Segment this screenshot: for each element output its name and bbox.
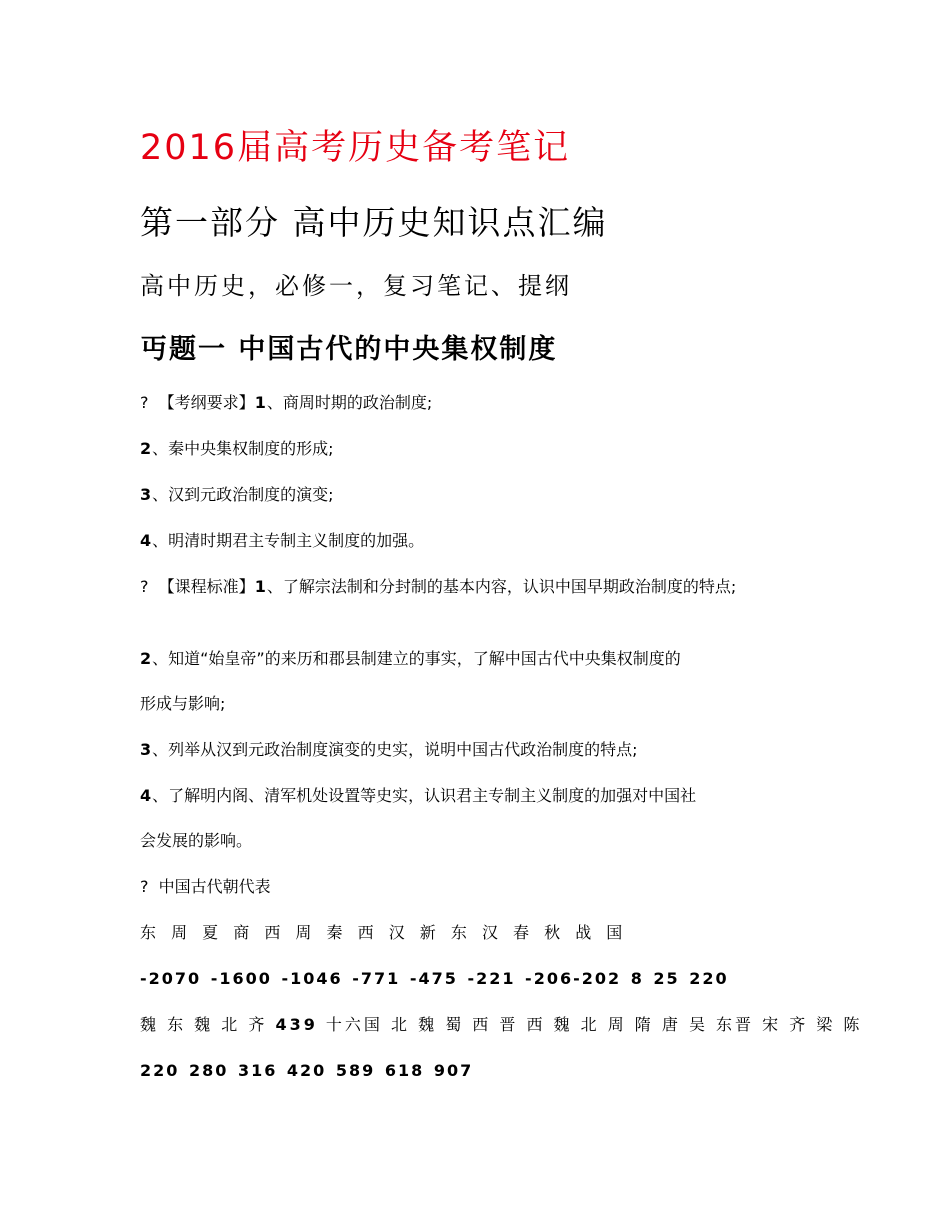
item-text: 、了解明内阁、清军机处设置等史实，认识君主专制主义制度的加强对中国社 (152, 786, 697, 805)
dynasty-row-3-part-a: 魏 东 魏 北 齐 (140, 1015, 276, 1034)
item-number: 2 (140, 649, 153, 668)
dynasty-row-1: 东 周 夏 商 西 周 秦 西 汉 新 东 汉 春 秋 战 国 (140, 923, 626, 942)
standards-line-3 (140, 738, 638, 762)
standards-line-4 (140, 784, 696, 808)
requirements-heading: 【考纲要求】 (158, 393, 255, 412)
document-title: 2016届高考历史备考笔记 (140, 128, 571, 168)
standards-heading: 【课程标准】 (158, 577, 255, 596)
requirements-line-2 (140, 437, 334, 461)
standards-line-2-cont: 形成与影响; (140, 694, 226, 713)
requirements-line-4 (140, 529, 424, 553)
item-text: 、汉到元政治制度的演变; (152, 485, 334, 504)
item-number: 4 (140, 531, 153, 550)
dynasty-row-3 (140, 1013, 862, 1037)
bullet-mark: ? (140, 577, 149, 596)
dynasty-row-4: 220 280 316 420 589 618 907 (140, 1061, 474, 1080)
part-title: 第一部分 高中历史知识点汇编 (140, 203, 608, 242)
dynasty-row-3-number: 439 (275, 1015, 318, 1034)
item-text: 、明清时期君主专制主义制度的加强。 (152, 531, 425, 550)
requirements-line-3 (140, 483, 334, 507)
standards-line-1 (140, 575, 736, 599)
dynasty-row-3-part-b: 十六国 北 魏 蜀 西 晋 西 魏 北 周 隋 唐 吴 东晋 宋 齐 梁 陈 (317, 1015, 863, 1034)
item-number: 2 (140, 439, 153, 458)
item-number: 1 (254, 393, 267, 412)
item-number: 1 (254, 577, 267, 596)
item-text: 、了解宗法制和分封制的基本内容，认识中国早期政治制度的特点; (266, 577, 737, 596)
bullet-mark: ? (140, 393, 149, 412)
bullet-mark: ? (140, 877, 149, 896)
dynasty-table-heading: 中国古代朝代表 (158, 877, 271, 896)
item-text: 、列举从汉到元政治制度演变的史实，说明中国古代政治制度的特点; (152, 740, 638, 759)
item-text: 、商周时期的政治制度; (266, 393, 433, 412)
dynasty-row-2: -2070 -1600 -1046 -771 -475 -221 -206-202 8 25 220 (140, 969, 729, 988)
topic-title: 丏题一 中国古代的中央集权制度 (140, 334, 558, 365)
standards-line-2 (140, 647, 681, 671)
dynasty-table-heading-line (140, 875, 271, 899)
subtitle: 高中历史，必修一，复习笔记、提纲 (140, 272, 572, 300)
item-text: 、知道“始皇帝”的来历和郡县制建立的事实，了解中国古代中央集权制度的 (152, 649, 681, 668)
standards-line-4-cont: 会发展的影响。 (140, 831, 253, 850)
item-number: 3 (140, 740, 153, 759)
item-text: 、秦中央集权制度的形成; (152, 439, 334, 458)
item-number: 3 (140, 485, 153, 504)
item-number: 4 (140, 786, 153, 805)
requirements-line-1 (140, 391, 432, 415)
